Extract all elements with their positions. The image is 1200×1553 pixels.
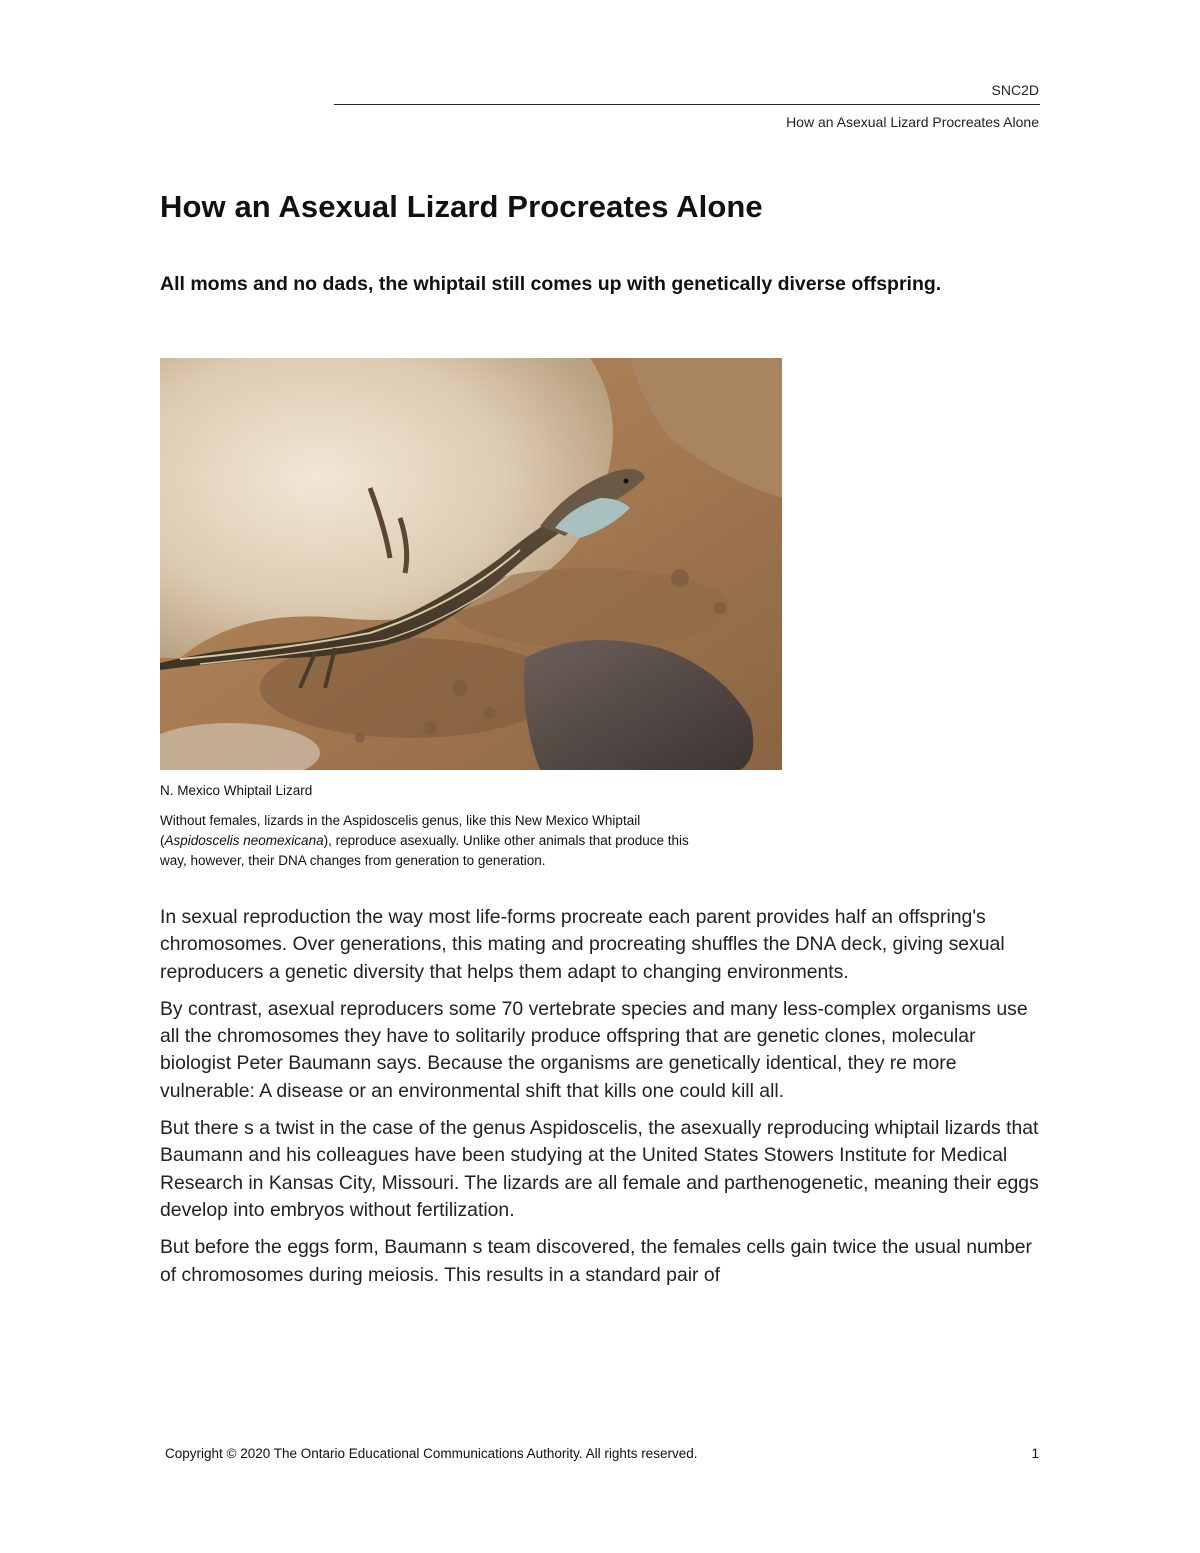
header-rule (334, 104, 1040, 105)
body-paragraph: But there s a twist in the case of the genus Aspidoscelis, the asexually reproducing whiptail lizards that Baumann and his colleagues have been studying at the United States Stowers Institute for Medical Research in Kansas City, Missouri. The lizards are all female and parthenogenetic, meaning their eggs develop into embryos without fertilization. (160, 1117, 1039, 1221)
caption-open-paren: ( (160, 833, 165, 848)
caption-line-3: way, however, their DNA changes from generation to generation. (160, 853, 546, 868)
header-course-code: SNC2D (991, 82, 1039, 98)
body-paragraph: But before the eggs form, Baumann s team discovered, the females cells gain twice the usual number of chromosomes during meiosis. This results in a standard pair of (160, 1236, 1032, 1286)
article-subtitle: All moms and no dads, the whiptail still comes up with genetically diverse offspring. (160, 273, 942, 295)
article-body (160, 904, 1045, 1299)
page-number: 1 (1031, 1446, 1039, 1461)
caption-line-2-rest: ), reproduce asexually. Unlike other animals that produce this (323, 833, 689, 848)
body-paragraph: By contrast, asexual reproducers some 70 vertebrate species and many less-complex organisms use all the chromosomes they have to solitarily produce offspring that are genetic clones, molecular biologist Peter Baumann says. Because the organisms are genetically identical, they re more vulnerable: A disease or an environmental shift that kills one could kill all. (160, 997, 1028, 1102)
header-running-title: How an Asexual Lizard Procreates Alone (786, 114, 1039, 130)
article-title: How an Asexual Lizard Procreates Alone (160, 189, 763, 224)
caption-species-name: Aspidoscelis neomexicana (164, 833, 324, 848)
figure-caption-title: N. Mexico Whiptail Lizard (160, 783, 313, 798)
lizard-photo (160, 358, 782, 770)
caption-line-2 (160, 831, 780, 851)
body-paragraph: In sexual reproduction the way most life-forms procreate each parent provides half an offspring's chromosomes. Over generations, this mating and procreating shuffles the DNA deck, giving sexual reproducers a genetic diversity that helps them adapt to changing environments. (160, 906, 1005, 983)
footer-copyright: Copyright © 2020 The Ontario Educational Communications Authority. All rights reserved. (165, 1446, 698, 1461)
caption-line-1: Without females, lizards in the Aspidoscelis genus, like this New Mexico Whiptail (160, 813, 641, 828)
figure-caption (160, 811, 780, 871)
